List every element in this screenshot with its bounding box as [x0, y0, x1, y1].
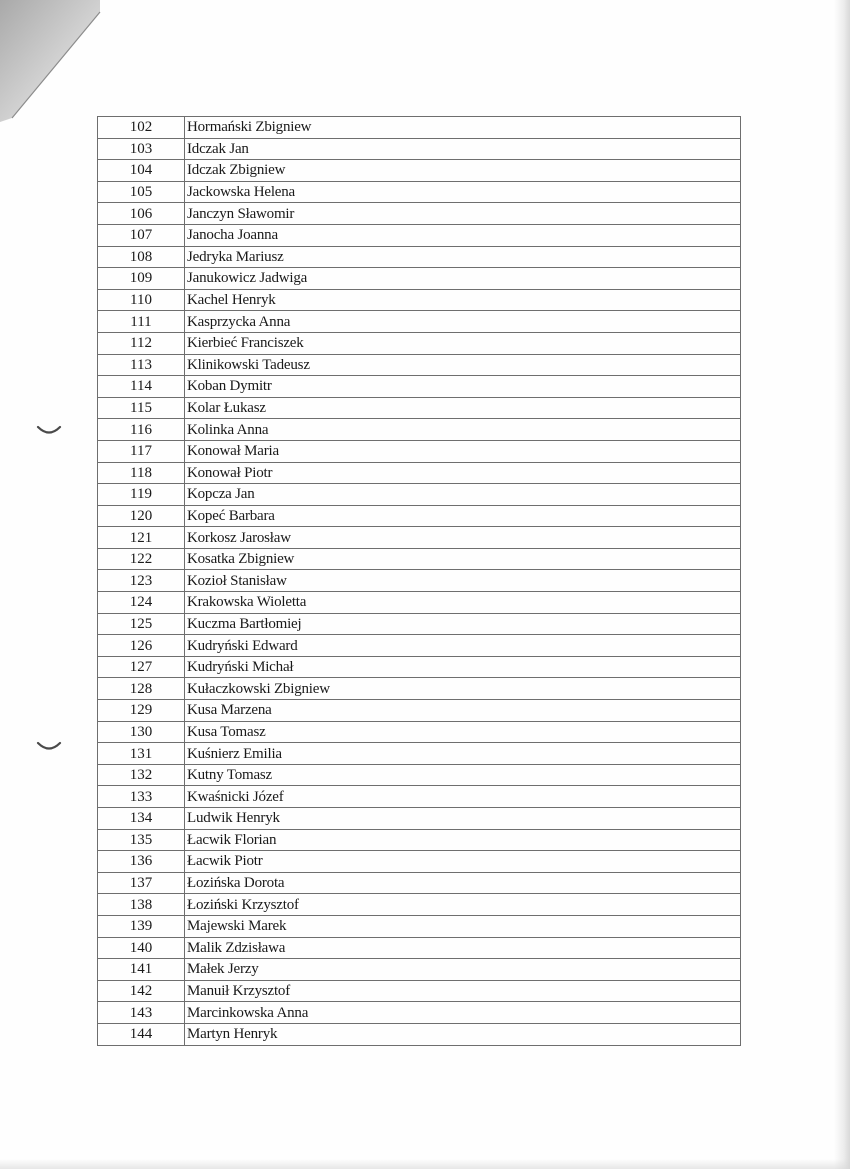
row-number-cell: 119 — [98, 484, 185, 506]
table-row — [98, 851, 741, 873]
person-name-cell: Idczak Jan — [185, 138, 741, 160]
table-row — [98, 872, 741, 894]
row-number-cell: 139 — [98, 915, 185, 937]
table-row — [98, 570, 741, 592]
person-name-cell: Konował Piotr — [185, 462, 741, 484]
punch-hole-mark — [36, 740, 62, 752]
person-name-cell: Kułaczkowski Zbigniew — [185, 678, 741, 700]
table-row — [98, 959, 741, 981]
row-number-cell: 118 — [98, 462, 185, 484]
row-number-cell: 124 — [98, 592, 185, 614]
row-number-cell: 144 — [98, 1023, 185, 1045]
person-name-cell: Malik Zdzisława — [185, 937, 741, 959]
person-name-cell: Hormański Zbigniew — [185, 117, 741, 139]
row-number-cell: 117 — [98, 440, 185, 462]
person-name-cell: Kozioł Stanisław — [185, 570, 741, 592]
row-number-cell: 113 — [98, 354, 185, 376]
row-number-cell: 130 — [98, 721, 185, 743]
name-list-body — [98, 117, 741, 1046]
table-row — [98, 656, 741, 678]
table-row — [98, 160, 741, 182]
table-row — [98, 440, 741, 462]
person-name-cell: Kachel Henryk — [185, 289, 741, 311]
table-row — [98, 678, 741, 700]
person-name-cell: Jedryka Mariusz — [185, 246, 741, 268]
person-name-cell: Kusa Tomasz — [185, 721, 741, 743]
folded-corner-shadow — [0, 0, 110, 125]
table-row — [98, 548, 741, 570]
table-row — [98, 289, 741, 311]
row-number-cell: 105 — [98, 181, 185, 203]
row-number-cell: 110 — [98, 289, 185, 311]
table-row — [98, 246, 741, 268]
person-name-cell: Idczak Zbigniew — [185, 160, 741, 182]
person-name-cell: Łacwik Piotr — [185, 851, 741, 873]
person-name-cell: Kusa Marzena — [185, 700, 741, 722]
table-row — [98, 462, 741, 484]
person-name-cell: Majewski Marek — [185, 915, 741, 937]
row-number-cell: 131 — [98, 743, 185, 765]
table-row — [98, 635, 741, 657]
table-row — [98, 764, 741, 786]
person-name-cell: Ludwik Henryk — [185, 808, 741, 830]
row-number-cell: 103 — [98, 138, 185, 160]
person-name-cell: Kolinka Anna — [185, 419, 741, 441]
row-number-cell: 122 — [98, 548, 185, 570]
person-name-cell: Kutny Tomasz — [185, 764, 741, 786]
row-number-cell: 108 — [98, 246, 185, 268]
table-row — [98, 808, 741, 830]
row-number-cell: 143 — [98, 1002, 185, 1024]
row-number-cell: 111 — [98, 311, 185, 333]
person-name-cell: Konował Maria — [185, 440, 741, 462]
row-number-cell: 112 — [98, 332, 185, 354]
person-name-cell: Koban Dymitr — [185, 376, 741, 398]
table-row — [98, 700, 741, 722]
table-row — [98, 915, 741, 937]
table-row — [98, 894, 741, 916]
table-row — [98, 311, 741, 333]
person-name-cell: Łozińska Dorota — [185, 872, 741, 894]
person-name-cell: Janocha Joanna — [185, 224, 741, 246]
person-name-cell: Kopcza Jan — [185, 484, 741, 506]
row-number-cell: 133 — [98, 786, 185, 808]
person-name-cell: Janukowicz Jadwiga — [185, 268, 741, 290]
row-number-cell: 138 — [98, 894, 185, 916]
row-number-cell: 104 — [98, 160, 185, 182]
table-row — [98, 980, 741, 1002]
table-row — [98, 117, 741, 139]
person-name-cell: Kopeć Barbara — [185, 505, 741, 527]
name-list-table — [97, 116, 741, 1046]
row-number-cell: 142 — [98, 980, 185, 1002]
table-row — [98, 721, 741, 743]
table-row — [98, 268, 741, 290]
row-number-cell: 106 — [98, 203, 185, 225]
table-row — [98, 203, 741, 225]
row-number-cell: 109 — [98, 268, 185, 290]
scan-edge-shadow — [0, 1159, 850, 1169]
person-name-cell: Kasprzycka Anna — [185, 311, 741, 333]
row-number-cell: 137 — [98, 872, 185, 894]
row-number-cell: 102 — [98, 117, 185, 139]
row-number-cell: 134 — [98, 808, 185, 830]
table-row — [98, 354, 741, 376]
table-row — [98, 138, 741, 160]
table-row — [98, 376, 741, 398]
row-number-cell: 136 — [98, 851, 185, 873]
person-name-cell: Janczyn Sławomir — [185, 203, 741, 225]
table-row — [98, 937, 741, 959]
person-name-cell: Małek Jerzy — [185, 959, 741, 981]
row-number-cell: 121 — [98, 527, 185, 549]
table-row — [98, 743, 741, 765]
row-number-cell: 140 — [98, 937, 185, 959]
person-name-cell: Kierbieć Franciszek — [185, 332, 741, 354]
person-name-cell: Kwaśnicki Józef — [185, 786, 741, 808]
row-number-cell: 115 — [98, 397, 185, 419]
table-row — [98, 786, 741, 808]
person-name-cell: Manuił Krzysztof — [185, 980, 741, 1002]
row-number-cell: 127 — [98, 656, 185, 678]
scan-edge-shadow — [834, 0, 850, 1169]
row-number-cell: 114 — [98, 376, 185, 398]
person-name-cell: Kolar Łukasz — [185, 397, 741, 419]
person-name-cell: Korkosz Jarosław — [185, 527, 741, 549]
row-number-cell: 128 — [98, 678, 185, 700]
person-name-cell: Jackowska Helena — [185, 181, 741, 203]
table-row — [98, 1023, 741, 1045]
person-name-cell: Kuśnierz Emilia — [185, 743, 741, 765]
person-name-cell: Kudryński Michał — [185, 656, 741, 678]
row-number-cell: 116 — [98, 419, 185, 441]
punch-hole-mark — [36, 424, 62, 436]
row-number-cell: 126 — [98, 635, 185, 657]
person-name-cell: Klinikowski Tadeusz — [185, 354, 741, 376]
table-row — [98, 419, 741, 441]
row-number-cell: 120 — [98, 505, 185, 527]
person-name-cell: Łacwik Florian — [185, 829, 741, 851]
person-name-cell: Kuczma Bartłomiej — [185, 613, 741, 635]
row-number-cell: 107 — [98, 224, 185, 246]
table-row — [98, 484, 741, 506]
row-number-cell: 132 — [98, 764, 185, 786]
row-number-cell: 125 — [98, 613, 185, 635]
table-row — [98, 829, 741, 851]
row-number-cell: 135 — [98, 829, 185, 851]
table-row — [98, 613, 741, 635]
row-number-cell: 129 — [98, 700, 185, 722]
person-name-cell: Kudryński Edward — [185, 635, 741, 657]
person-name-cell: Marcinkowska Anna — [185, 1002, 741, 1024]
person-name-cell: Krakowska Wioletta — [185, 592, 741, 614]
person-name-cell: Martyn Henryk — [185, 1023, 741, 1045]
table-row — [98, 1002, 741, 1024]
person-name-cell: Łoziński Krzysztof — [185, 894, 741, 916]
row-number-cell: 123 — [98, 570, 185, 592]
table-row — [98, 397, 741, 419]
table-row — [98, 505, 741, 527]
row-number-cell: 141 — [98, 959, 185, 981]
table-row — [98, 224, 741, 246]
person-name-cell: Kosatka Zbigniew — [185, 548, 741, 570]
table-row — [98, 592, 741, 614]
table-row — [98, 332, 741, 354]
table-row — [98, 181, 741, 203]
table-row — [98, 527, 741, 549]
